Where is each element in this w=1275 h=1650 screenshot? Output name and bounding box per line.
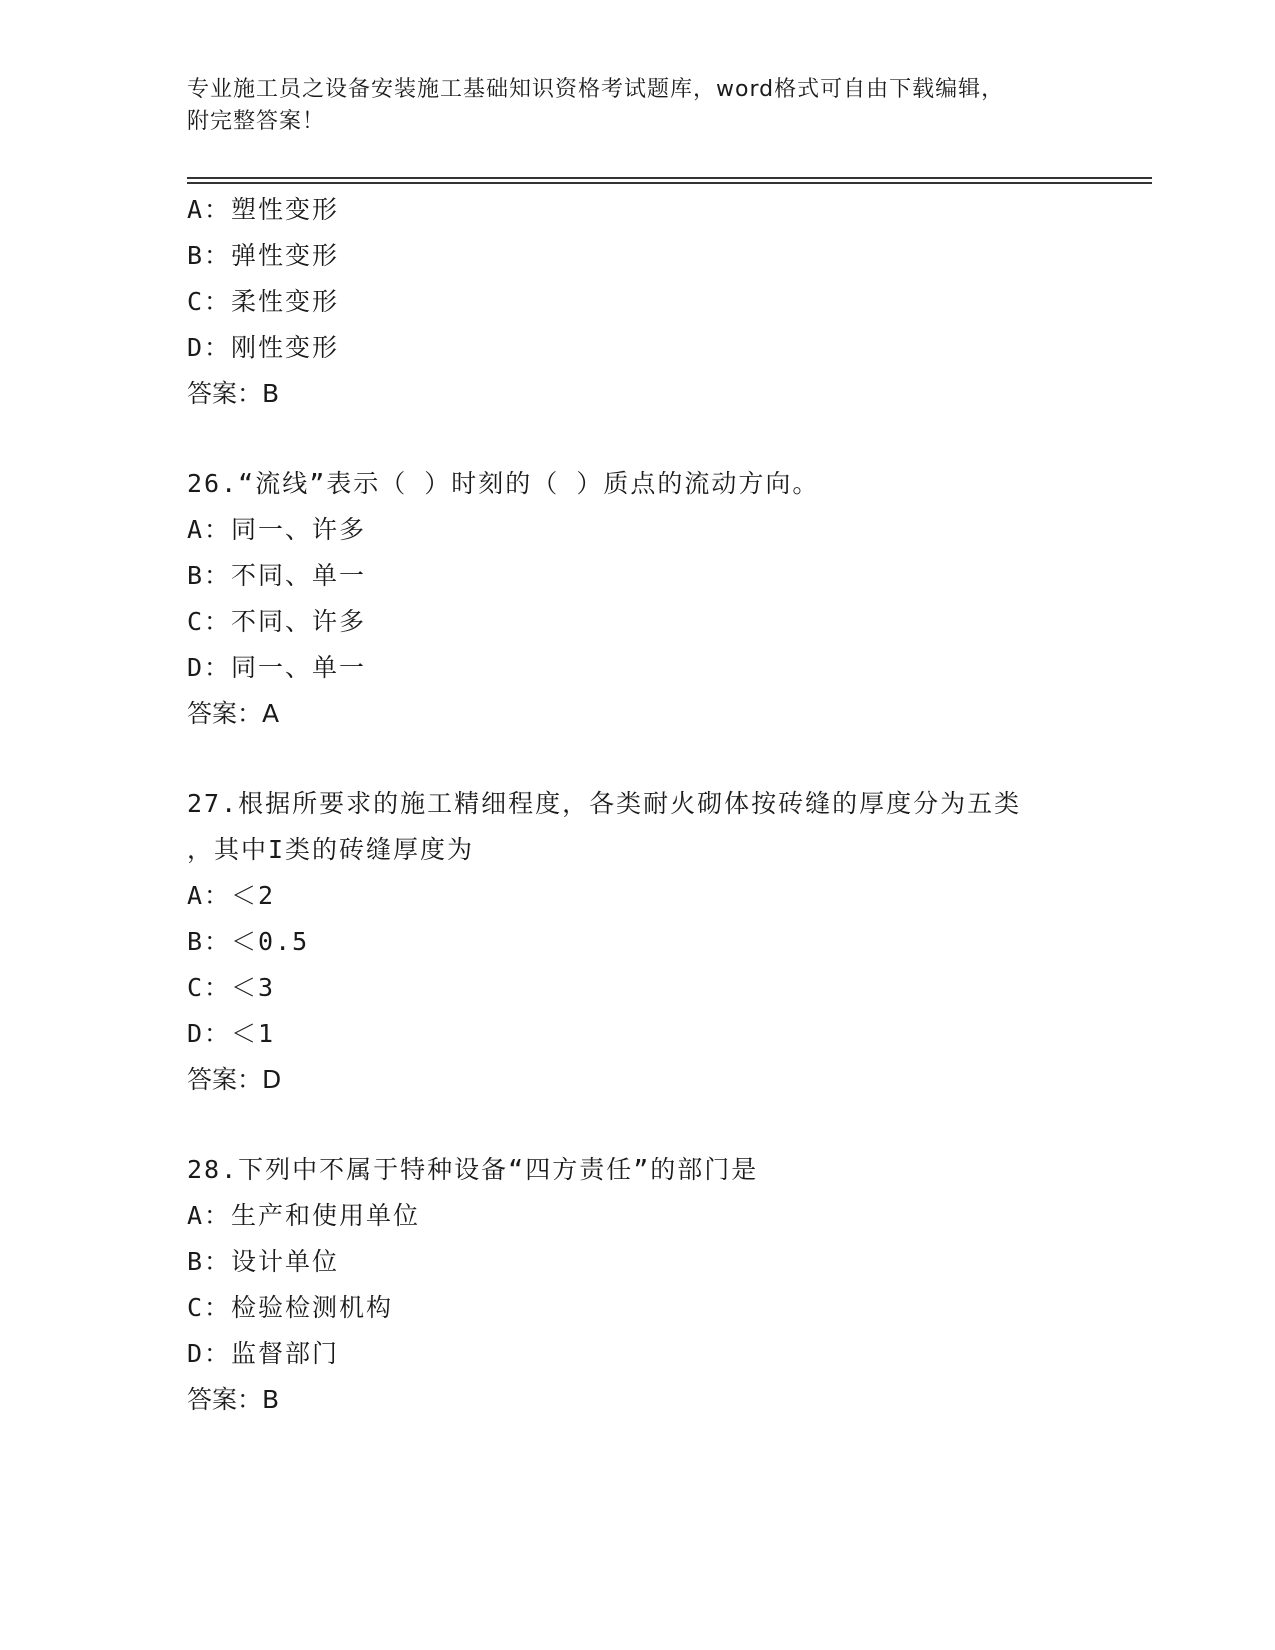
question-stem-continued: ，其中I类的砖缝厚度为 (187, 835, 475, 864)
question-stem: 27.根据所要求的施工精细程度，各类耐火砌体按砖缝的厚度分为五类 (187, 789, 1022, 818)
question-block (187, 781, 1147, 1103)
answer-line: 答案：A (187, 699, 280, 728)
option-c: C：＜3 (187, 973, 276, 1002)
option-a: A：生产和使用单位 (187, 1201, 421, 1230)
question-list (187, 187, 1147, 1423)
question-block (187, 461, 1147, 737)
answer-line: 答案：B (187, 1385, 280, 1414)
option-b: B：设计单位 (187, 1247, 340, 1276)
header-divider-bottom (187, 182, 1152, 184)
header-line-1: 专业施工员之设备安装施工基础知识资格考试题库，word格式可自由下载编辑， (187, 77, 1005, 102)
option-b: B：＜0.5 (187, 927, 310, 956)
question-stem: 28.下列中不属于特种设备“四方责任”的部门是 (187, 1155, 759, 1184)
spacer (187, 1103, 1147, 1147)
answer-line: 答案：B (187, 379, 280, 408)
document-header (187, 74, 1087, 138)
header-line-2: 附完整答案！ (187, 109, 326, 134)
option-d: D：＜1 (187, 1019, 276, 1048)
question-block (187, 1147, 1147, 1423)
answer-line: 答案：D (187, 1065, 282, 1094)
option-c: C：柔性变形 (187, 287, 340, 316)
option-d: D：监督部门 (187, 1339, 340, 1368)
option-c: C：检验检测机构 (187, 1293, 394, 1322)
question-stem: 26.“流线”表示（ ）时刻的（ ）质点的流动方向。 (187, 469, 820, 498)
question-block (187, 187, 1147, 417)
header-divider-top (187, 177, 1152, 179)
option-a: A：＜2 (187, 881, 276, 910)
spacer (187, 737, 1147, 781)
option-b: B：弹性变形 (187, 241, 340, 270)
spacer (187, 417, 1147, 461)
option-b: B：不同、单一 (187, 561, 367, 590)
option-a: A：同一、许多 (187, 515, 367, 544)
option-d: D：同一、单一 (187, 653, 367, 682)
option-c: C：不同、许多 (187, 607, 367, 636)
option-d: D：刚性变形 (187, 333, 340, 362)
option-a: A：塑性变形 (187, 195, 340, 224)
